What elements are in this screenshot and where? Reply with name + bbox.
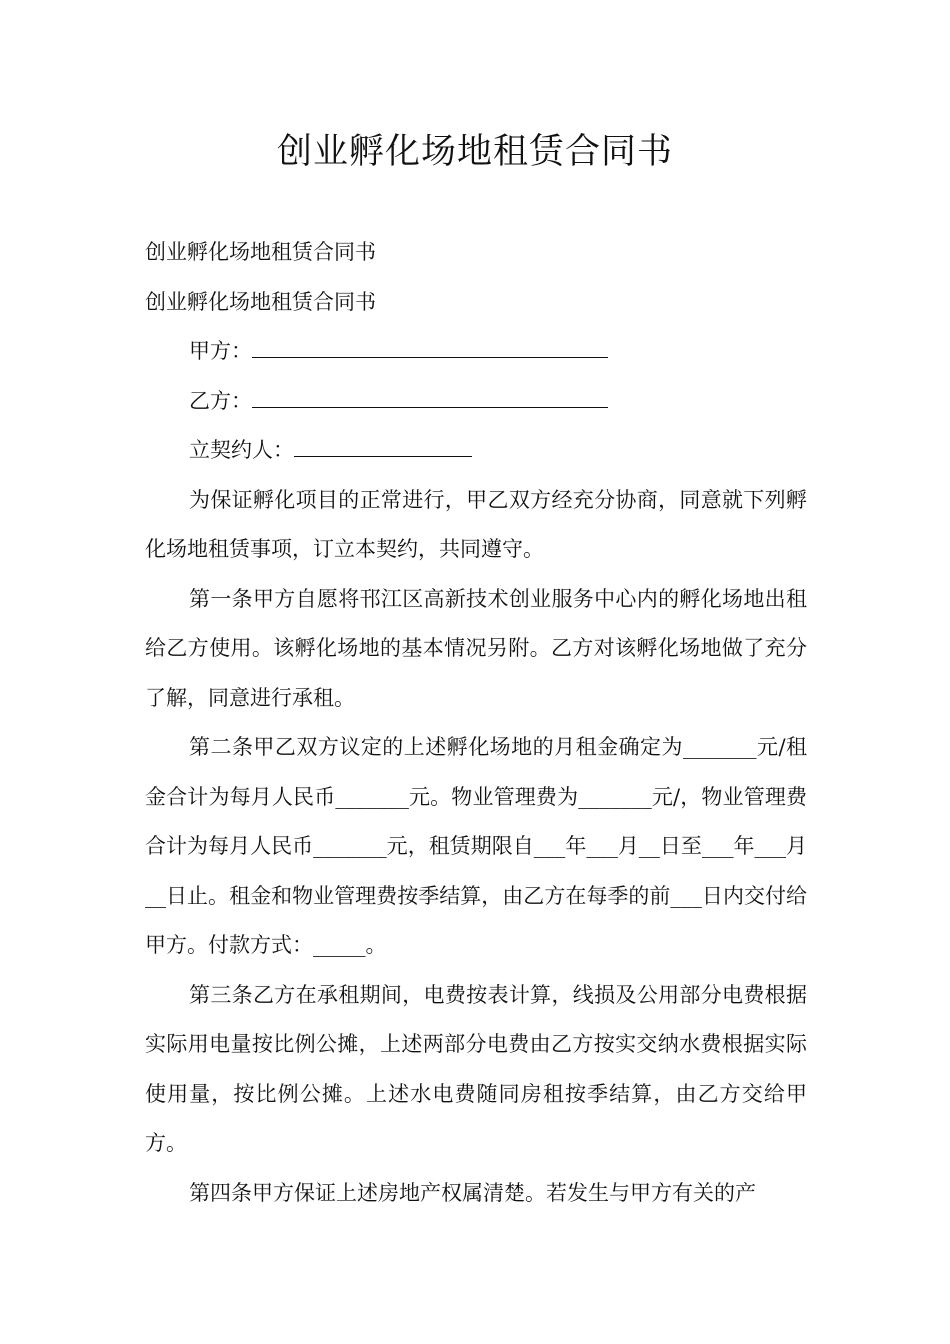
article-4-paragraph: 第四条甲方保证上述房地产权属清楚。若发生与甲方有关的产	[189, 1180, 756, 1205]
document-body	[145, 228, 807, 1218]
party-b-label: 乙方：	[189, 388, 252, 413]
signatory-blank	[294, 438, 472, 457]
document-title: 创业孵化场地租赁合同书	[276, 132, 673, 172]
article-1-paragraph: 第一条甲方自愿将邗江区高新技术创业服务中心内的孵化场地出租给乙方使用。该孵化场地的基本情况另附。乙方对该孵化场地做了充分了解，同意进行承租。	[145, 586, 807, 710]
party-b-blank	[252, 389, 608, 408]
intro-paragraph: 为保证孵化项目的正常进行，甲乙双方经充分协商，同意就下列孵化场地租赁事项，订立本契约，共同遵守。	[145, 487, 807, 561]
article-2-paragraph: 第二条甲乙双方议定的上述孵化场地的月租金确定为_______元/租金合计为每月人民币_______元。物业管理费为_______元/，物业管理费合计为每月人民币_______元，租赁期限自___年___月__日至___年___月__日止。租金和物业管理费按季结算，由乙方在每季的前___日内交付给甲方。付款方式：_____。	[145, 735, 807, 957]
article-3-paragraph: 第三条乙方在承租期间，电费按表计算，线损及公用部分电费根据实际用电量按比例公摊，上述两部分电费由乙方按实交纳水费根据实际使用量，按比例公摊。上述水电费随同房租按季结算，由乙方交给甲方。	[145, 982, 807, 1155]
party-a-blank	[252, 339, 608, 358]
party-a-line	[145, 327, 807, 377]
party-a-label: 甲方：	[189, 339, 252, 363]
subtitle-line-2: 创业孵化场地租赁合同书	[145, 289, 376, 314]
party-b-line	[145, 377, 807, 427]
signatory-label: 立契约人：	[189, 438, 294, 462]
subtitle-line-1: 创业孵化场地租赁合同书	[145, 240, 376, 264]
signatory-line	[145, 426, 807, 476]
